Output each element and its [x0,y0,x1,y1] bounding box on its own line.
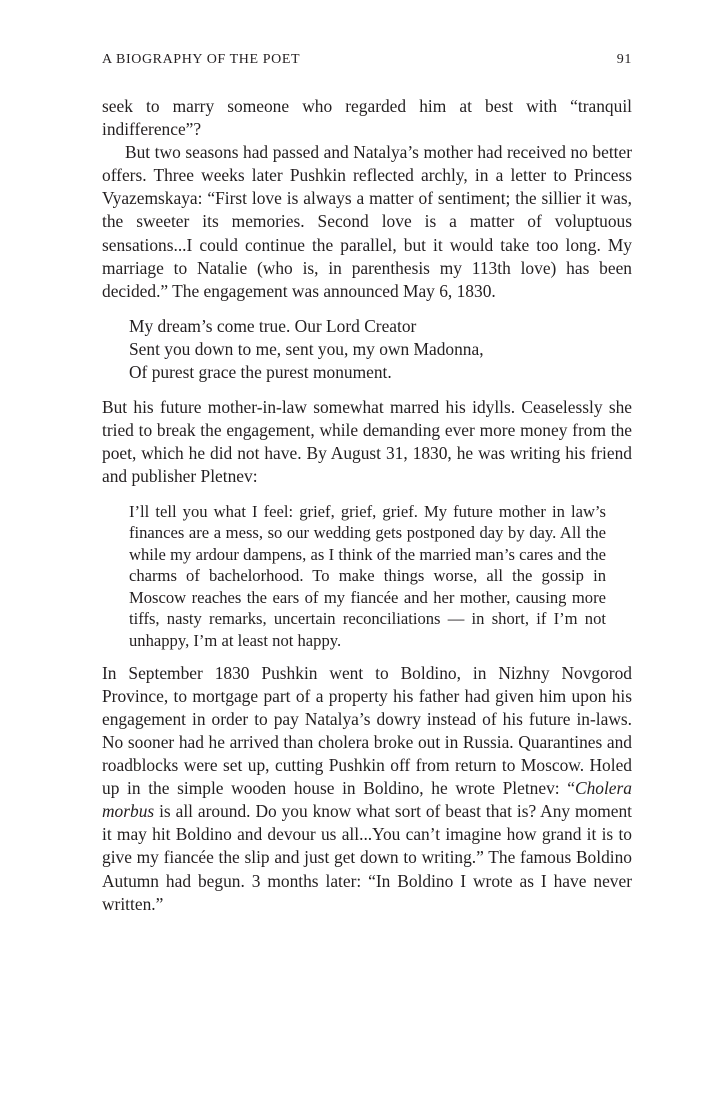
paragraph-4-text-end: is all around. Do you know what sort of beast that is? Any moment it may hit Boldino and devour us all...You can’t imagine how grand it is to give my fiancée the slip and just get down to writing.” The famous Boldino Autumn had begun. 3 months later: “In Boldino I wrote as I have never written.” [102,801,632,914]
poem-line: Sent you down to me, sent you, my own Madonna, [129,338,484,359]
poem-line: My dream’s come true. Our Lord Creator [129,315,417,336]
poem-line: Of purest grace the purest monument. [129,362,392,383]
body-text [102,95,632,916]
page-number: 91 [616,52,632,67]
italic-phrase: Cholera morbus [102,778,632,822]
paragraph-1: seek to marry someone who regarded him at best with “tranquil indifference”? [102,96,632,140]
paragraph-4 [102,662,632,916]
letter-quote: I’ll tell you what I feel: grief, grief, grief. My future mother in law’s finances are a mess, so our wedding gets postponed day by day. All the while my ardour dampens, as I think of the married man’s cares and the charms of bachelorhood. To make things worse, all the gossip in Moscow reaches the ears of my fiancée and her mother, causing more tiffs, nasty remarks, uncertain reconciliations — in short, if I’m not unhappy, I’m at least not happy. [129,501,606,651]
paragraph-3: But his future mother-in-law somewhat marred his idylls. Ceaselessly she tried to break the engagement, while demanding ever more money from the poet, which he did not have. By August 31, 1830, he was writing his friend and publisher Pletnev: [102,397,632,487]
paragraph-4-text-start: In September 1830 Pushkin went to Boldino, in Nizhny Novgorod Province, to mortgage part of a property his father had given him upon his engagement in order to pay Natalya’s dowry instead of his future in-laws. No sooner had he arrived than cholera broke out in Russia. Quarantines and roadblocks were set up, cutting Pushkin off from return to Moscow. Holed up in the simple wooden house in Boldino, he wrote Pletnev: “ [102,662,632,799]
running-title: A BIOGRAPHY OF THE POET [102,52,301,67]
running-head [102,52,632,68]
poem-excerpt [129,315,632,384]
paragraph-2: But two seasons had passed and Natalya’s mother had received no better offers. Three weeks later Pushkin reflected archly, in a letter to Princess Vyazemskaya: “First love is always a matter of sentiment; the sillier it was, the sweeter its memories. Second love is a matter of voluptuous sensations...I could continue the parallel, but it would take too long. My marriage to Natalie (who is, in parenthesis my 113th love) has been decided.” The engagement was announced May 6, 1830. [102,142,632,301]
